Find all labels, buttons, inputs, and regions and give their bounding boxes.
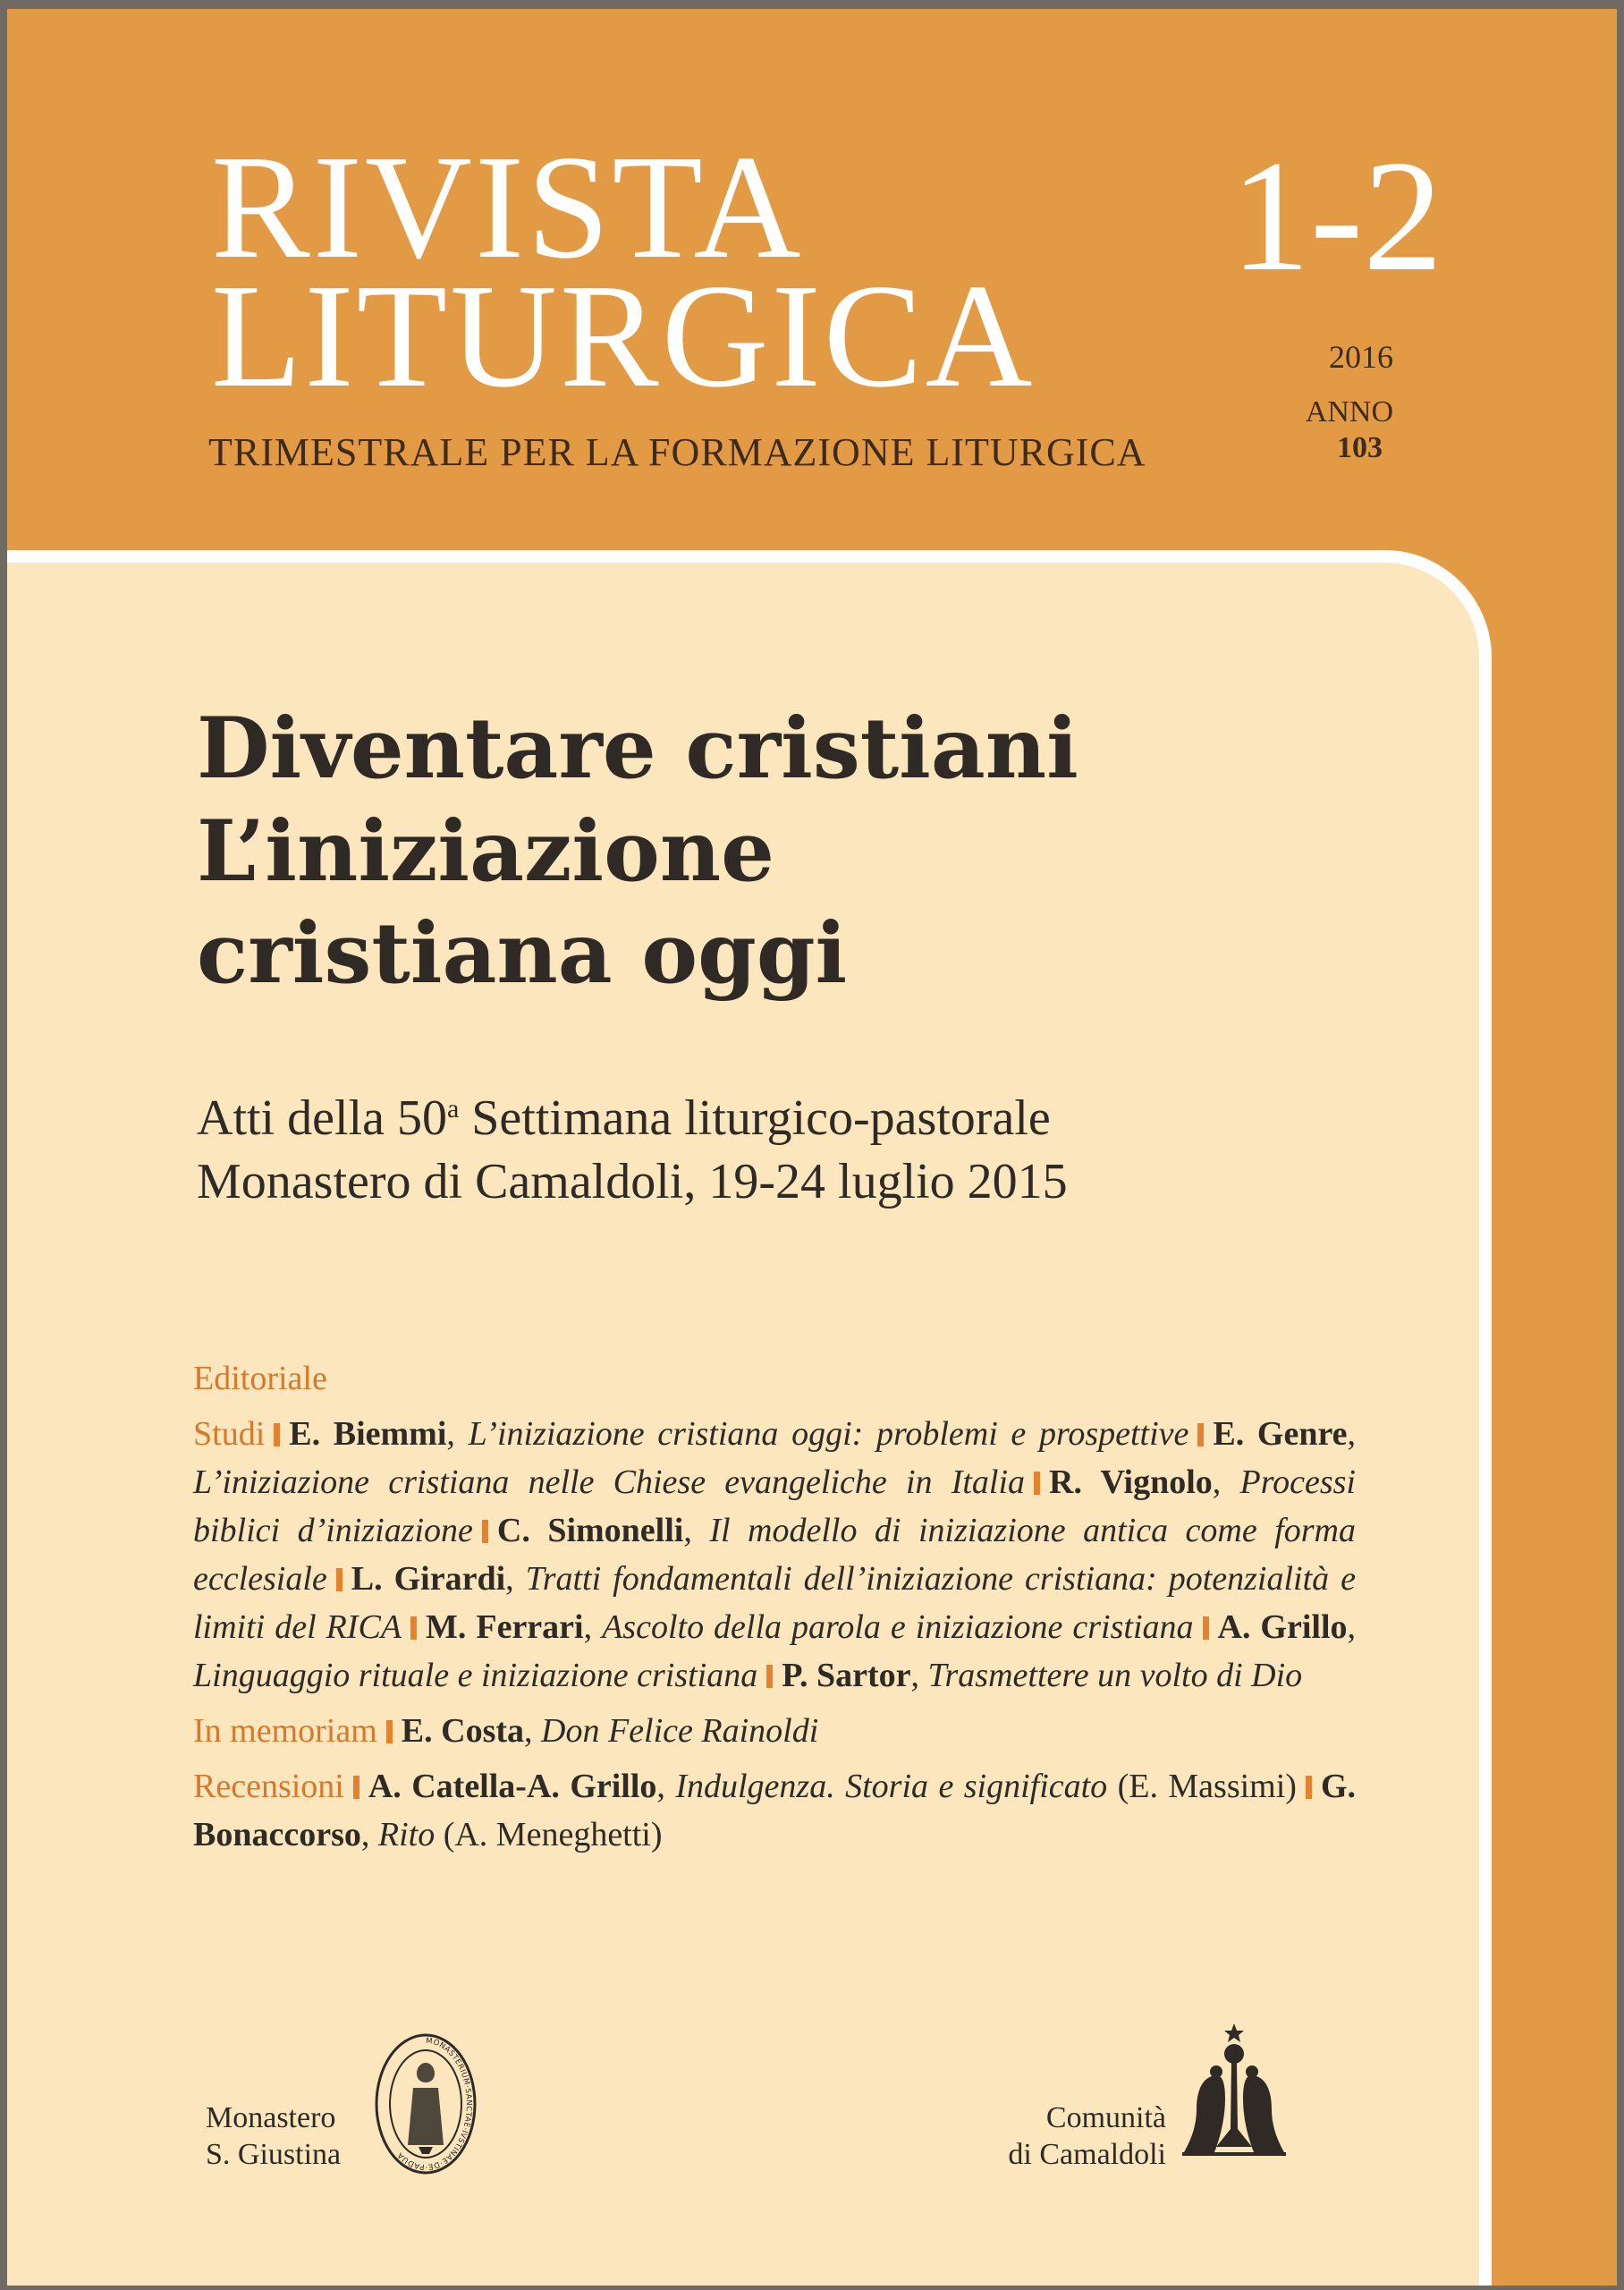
toc-author: M. Ferrari [426, 1607, 584, 1646]
monastery-seal-icon [374, 2032, 478, 2176]
separator-bar [482, 1520, 488, 1543]
separator-bar [1197, 1423, 1204, 1446]
masthead-title-line1: RIVISTA [211, 124, 804, 289]
subtitle-line-2: Monastero di Camaldoli, 19-24 luglio 2015 [197, 1154, 1068, 1210]
section-label-recensioni: Recensioni [193, 1767, 344, 1805]
separator-bar [274, 1423, 280, 1446]
table-of-contents [193, 1355, 1356, 1867]
masthead-tagline: TRIMESTRALE PER LA FORMAZIONE LITURGICA [208, 430, 1146, 474]
toc-title: Don Felice Rainoldi [541, 1711, 819, 1750]
toc-title: Tratti fondamentali dell’iniziazione cristiana: potenzialità e limiti del RICA [193, 1559, 1356, 1646]
camaldoli-label [978, 2100, 1166, 2174]
anno-number: 103 [1337, 431, 1383, 464]
separator-bar [1306, 1776, 1312, 1799]
toc-reviewer: (E. Massimi) [1117, 1767, 1297, 1805]
separator-bar [1034, 1472, 1040, 1495]
subtitle-part-b: Settimana liturgico-pastorale [459, 1090, 1051, 1146]
toc-author: E. Biemmi [289, 1414, 447, 1453]
separator-bar [1203, 1616, 1209, 1640]
toc-title: Linguaggio rituale e iniziazione cristiana [193, 1656, 758, 1694]
heading-line-1: Diventare cristiani [197, 700, 1078, 798]
camaldoli-line2: di Camaldoli [1008, 2137, 1166, 2171]
toc-title: Trasmettere un volto di Dio [927, 1656, 1303, 1694]
toc-author: L. Girardi [351, 1559, 506, 1598]
toc-memoriam: In memoriam E. Costa, Don Felice Rainoldi [193, 1711, 819, 1750]
issue-heading [197, 698, 1078, 1005]
santa-giustina-line2: S. Giustina [206, 2137, 342, 2171]
anno-label: ANNO [1305, 395, 1393, 428]
issue-year: 2016 [1329, 339, 1393, 375]
toc-title: Processi biblici d’iniziazione [193, 1463, 1356, 1549]
toc-recensioni: Recensioni A. Catella-A. Grillo, Indulgenza. Storia e significato (E. Massimi) G. Bonaccorso, Rito (A. Meneghetti) [193, 1767, 1357, 1853]
subtitle-superscript: a [446, 1094, 460, 1124]
toc-author: A. Catella-A. Grillo [368, 1767, 657, 1805]
separator-bar [386, 1720, 393, 1743]
section-label-editoriale: Editoriale [193, 1360, 327, 1397]
toc-author: G. Bonaccorso [193, 1767, 1357, 1853]
subtitle-part-a: Atti della 50 [197, 1090, 447, 1146]
heading-line-2: L’iniziazione [197, 802, 774, 901]
toc-author: R. Vignolo [1049, 1463, 1213, 1501]
camaldoli-doves-chalice-icon [1180, 2022, 1288, 2165]
section-label-studi: Studi [193, 1414, 266, 1453]
separator-bar [353, 1776, 359, 1799]
separator-bar [336, 1568, 343, 1591]
santa-giustina-label [206, 2100, 341, 2174]
toc-author: E. Costa [401, 1711, 525, 1750]
toc-studi: Studi E. Biemmi, L’iniziazione cristiana oggi: problemi e prospettive E. Genre, L’iniziazione cristiana nelle Chiese evangeliche in Italia R. Vignolo, Processi biblici d’iniziazione C. Simonelli, Il modello di iniziazione antica come forma ecclesiale L. Girardi, Tratti fondamentali dell’iniziazione cristiana: potenzialità e limiti del RICA M. Ferrari, Ascolto della parola e iniziazione cristiana A. Grillo, Linguaggio rituale e iniziazione cristiana P. Sartor, Trasmettere un volto di Dio [193, 1414, 1357, 1694]
toc-title: Rito [377, 1815, 436, 1853]
subtitle-line-1 [197, 1087, 1068, 1150]
toc-title: L’iniziazione cristiana nelle Chiese evangeliche in Italia [193, 1463, 1026, 1501]
separator-bar [766, 1665, 773, 1688]
toc-reviewer: (A. Meneghetti) [443, 1815, 663, 1853]
toc-author: P. Sartor [782, 1656, 911, 1694]
separator-bar [410, 1616, 417, 1640]
seal-text: MONASTERIUM·SANCTAE·IVSTINAE·DE·PADUA [395, 2036, 473, 2172]
heading-line-3: cristiana oggi [197, 904, 848, 1004]
issue-number: 1-2 [1231, 127, 1443, 304]
toc-title: Indulgenza. Storia e significato [675, 1767, 1108, 1805]
santa-giustina-line1: Monastero [206, 2101, 336, 2134]
toc-author: A. Grillo [1217, 1607, 1348, 1646]
toc-author: C. Simonelli [496, 1511, 684, 1549]
camaldoli-line1: Comunità [1045, 2101, 1166, 2134]
toc-title: L’iniziazione cristiana oggi: problemi e prospettive [468, 1414, 1189, 1453]
toc-title: Ascolto della parola e iniziazione cristiana [602, 1607, 1194, 1646]
section-label-memoriam: In memoriam [193, 1711, 377, 1750]
magazine-cover [7, 9, 1617, 2286]
toc-editoriale [193, 1355, 1356, 1404]
toc-title: Il modello di iniziazione antica come forma ecclesiale [193, 1511, 1356, 1598]
toc-author: E. Genre [1213, 1414, 1348, 1453]
issue-subtitle [197, 1087, 1068, 1214]
masthead-title-line2: LITURGICA [211, 253, 1036, 418]
